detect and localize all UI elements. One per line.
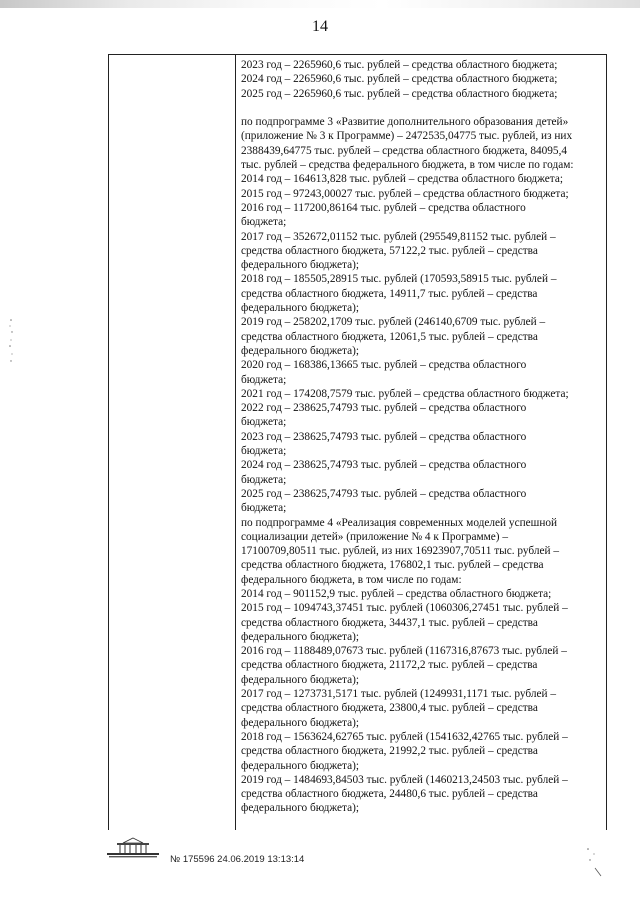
text-line: средства областного бюджета, 12061,5 тыс. рублей – средства [241, 330, 538, 343]
scan-edge-artifact [0, 0, 640, 8]
text-line: федерального бюджета); [241, 630, 360, 643]
text-line: федерального бюджета); [241, 716, 360, 729]
text-line: 2024 год – 2265960,6 тыс. рублей – средства областного бюджета; [241, 73, 558, 86]
table-column-divider [235, 55, 236, 830]
text-line: федерального бюджета); [241, 344, 360, 357]
text-line: федерального бюджета); [241, 302, 360, 315]
document-registration-code: № 175596 24.06.2019 13:13:14 [170, 854, 305, 865]
text-line: 2016 год – 1188489,07673 тыс. рублей (1167316,87673 тыс. рублей – [241, 645, 567, 658]
table-text-cell [241, 58, 605, 816]
text-line: 2023 год – 2265960,6 тыс. рублей – средства областного бюджета; [241, 59, 558, 71]
text-line: тыс. рублей – средства федерального бюджета, в том числе по годам: [241, 159, 574, 172]
text-line: 2018 год – 1563624,62765 тыс. рублей (1541632,42765 тыс. рублей – [241, 730, 568, 743]
text-line: средства областного бюджета, 21992,2 тыс. рублей – средства [241, 745, 538, 758]
text-line: 2020 год – 168386,13665 тыс. рублей – средства областного [241, 359, 527, 372]
text-line: бюджета; [241, 473, 287, 486]
text-line: федерального бюджета); [241, 259, 360, 272]
text-line: федерального бюджета); [241, 802, 360, 815]
text-line: 2025 год – 238625,74793 тыс. рублей – средства областного [241, 487, 527, 500]
text-line: средства областного бюджета, 14911,7 тыс. рублей – средства [241, 287, 538, 300]
text-line: средства областного бюджета, 34437,1 тыс. рублей – средства [241, 616, 538, 629]
text-line: 17100709,80511 тыс. рублей, из них 16923907,70511 тыс. рублей – [241, 545, 560, 558]
text-line: по подпрограмме 3 «Развитие дополнительного образования детей» [241, 116, 569, 129]
text-line: 2017 год – 1273731,5171 тыс. рублей (1249931,1171 тыс. рублей – [241, 688, 557, 701]
text-line: бюджета; [241, 373, 287, 386]
text-line: 2019 год – 258202,1709 тыс. рублей (246140,6709 тыс. рублей – [241, 316, 546, 329]
scan-corner-marks [585, 846, 605, 880]
text-line: федерального бюджета); [241, 673, 360, 686]
page-number: 14 [312, 18, 328, 35]
parliament-building-stamp-icon [105, 836, 161, 860]
text-line: бюджета; [241, 445, 287, 458]
text-line: федерального бюджета, в том числе по годам: [241, 573, 462, 586]
text-line: бюджета; [241, 416, 287, 429]
scan-margin-marks [8, 316, 14, 366]
text-line: 2019 год – 1484693,84503 тыс. рублей (1460213,24503 тыс. рублей – [241, 773, 568, 786]
text-line: 2023 год – 238625,74793 тыс. рублей – средства областного [241, 430, 527, 443]
text-line: 2024 год – 238625,74793 тыс. рублей – средства областного [241, 459, 527, 472]
text-line: 2022 год – 238625,74793 тыс. рублей – средства областного [241, 402, 527, 415]
text-line: бюджета; [241, 216, 287, 229]
document-table [108, 54, 607, 830]
text-line: 2021 год – 174208,7579 тыс. рублей – средства областного бюджета; [241, 387, 569, 400]
text-line: средства областного бюджета, 24480,6 тыс. рублей – средства [241, 788, 538, 801]
text-line: 2025 год – 2265960,6 тыс. рублей – средства областного бюджета; [241, 87, 558, 100]
text-line: федерального бюджета); [241, 759, 360, 772]
text-line: средства областного бюджета, 21172,2 тыс. рублей – средства [241, 659, 538, 672]
text-line: по подпрограмме 4 «Реализация современных моделей успешной [241, 516, 558, 529]
text-line: средства областного бюджета, 57122,2 тыс. рублей – средства [241, 244, 538, 257]
text-line: 2015 год – 97243,00027 тыс. рублей – средства областного бюджета; [241, 187, 569, 200]
text-line: социализации детей» (приложение № 4 к Программе) – [241, 530, 509, 543]
text-line: 2018 год – 185505,28915 тыс. рублей (170593,58915 тыс. рублей – [241, 273, 557, 286]
text-line: (приложение № 3 к Программе) – 2472535,04775 тыс. рублей, из них [241, 130, 573, 143]
text-line: 2016 год – 117200,86164 тыс. рублей – средства областного [241, 201, 526, 214]
text-line: 2015 год – 1094743,37451 тыс. рублей (1060306,27451 тыс. рублей – [241, 602, 568, 615]
text-line: средства областного бюджета, 176802,1 тыс. рублей – средства [241, 559, 544, 572]
text-line: 2014 год – 164613,828 тыс. рублей – средства областного бюджета; [241, 173, 564, 186]
text-line: 2017 год – 352672,01152 тыс. рублей (295549,81152 тыс. рублей – [241, 230, 556, 243]
paragraph-gap [241, 101, 605, 115]
text-line: бюджета; [241, 502, 287, 515]
text-line: 2014 год – 901152,9 тыс. рублей – средства областного бюджета; [241, 587, 552, 600]
text-line: 2388439,64775 тыс. рублей – средства областного бюджета, 84095,4 [241, 144, 568, 157]
text-line: средства областного бюджета, 23800,4 тыс. рублей – средства [241, 702, 538, 715]
